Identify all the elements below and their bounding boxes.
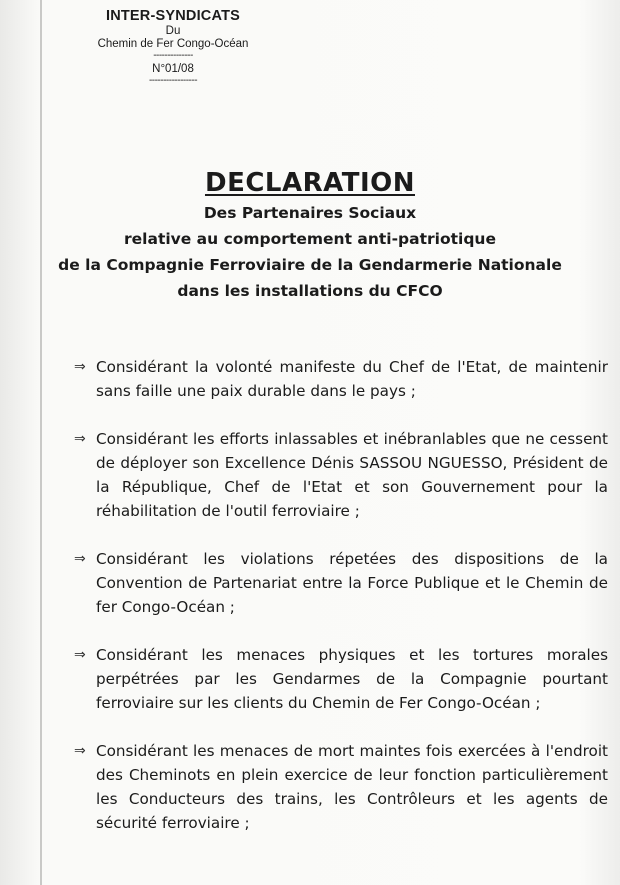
title-block [40,168,580,302]
document-title: DECLARATION [204,168,415,198]
clause-item [74,355,608,403]
header-separator-bottom: ----------------- [148,75,198,86]
clause-text: Considérant la volonté manifeste du Chef de l'Etat, de maintenir sans faille une paix durable dans le pays ; [96,358,608,400]
clause-list [74,355,608,859]
railway-name: Chemin de Fer Congo-Océan [97,38,249,50]
clause-text: Considérant les violations répetées des dispositions de la Convention de Partenariat entre la Force Publique et le Chemin de fer Congo-Océan ; [96,550,608,616]
double-arrow-right-icon: ⇒ [74,647,84,663]
clause-item [74,739,608,835]
double-arrow-right-icon: ⇒ [74,743,84,759]
organization-du: Du [165,25,181,37]
header-separator-top: -------------- [153,50,193,61]
clause-item [74,427,608,523]
subtitle-line: de la Compagnie Ferroviaire de la Gendarmerie Nationale [58,256,562,274]
double-arrow-right-icon: ⇒ [74,431,84,447]
double-arrow-right-icon: ⇒ [74,551,84,567]
subtitle-line: Des Partenaires Sociaux [203,204,417,222]
subtitle-line: relative au comportement anti-patriotique [124,230,496,248]
subtitle-line: dans les installations du CFCO [177,282,443,300]
page-binding-edge [40,0,42,885]
clause-item [74,547,608,619]
clause-text: Considérant les efforts inlassables et inébranlables que ne cessent de déployer son Excellence Dénis SASSOU NGUESSO, Président de la République, Chef de l'Etat et son Gouvernement pour la réhabilitation de l'outil ferroviaire ; [96,430,608,520]
letterhead [78,8,268,86]
clause-text: Considérant les menaces physiques et les tortures morales perpétrées par les Gendarmes de la Compagnie pourtant ferroviaire sur les clients du Chemin de Fer Congo-Océan ; [96,646,608,712]
double-arrow-right-icon: ⇒ [74,359,84,375]
reference-number: N°01/08 [152,63,194,75]
clause-text: Considérant les menaces de mort maintes fois exercées à l'endroit des Cheminots en plein exercice de leur fonction particulièrement les Conducteurs des trains, les Contrôleurs et les agents de sécurité ferroviaire ; [96,742,608,832]
organization-name: INTER-SYNDICATS [105,8,241,24]
clause-item [74,643,608,715]
